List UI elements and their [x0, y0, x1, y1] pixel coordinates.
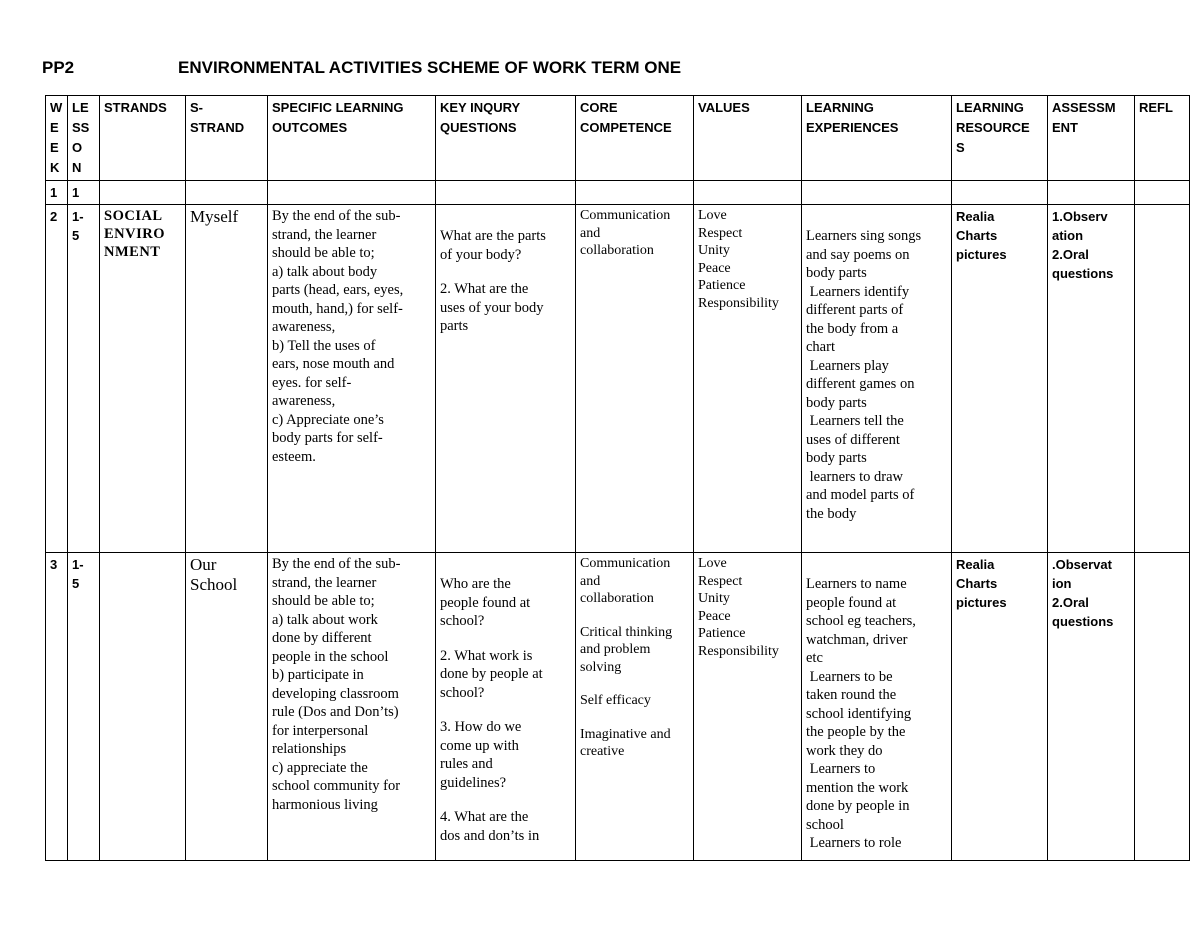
empty-cell — [952, 181, 1048, 205]
strand-cell: SOCIAL ENVIRO NMENT — [100, 205, 186, 553]
lesson-cell: 1- 5 — [68, 205, 100, 553]
competence-cell: Communication and collaboration Critical thinking and problem solving Self efficacy Imaginative and creative — [576, 553, 694, 861]
week-cell: 3 — [46, 553, 68, 861]
questions-cell: What are the parts of your body? 2. What are the uses of your body parts — [436, 205, 576, 553]
table-row — [46, 181, 1190, 205]
empty-cell — [1135, 181, 1190, 205]
resources-cell: Realia Charts pictures — [952, 553, 1048, 861]
header-assessment: ASSESSM ENT — [1048, 96, 1135, 181]
header-sub-strand: S- STRAND — [186, 96, 268, 181]
resources-cell: Realia Charts pictures — [952, 205, 1048, 553]
empty-cell — [802, 181, 952, 205]
sub-strand-cell: Myself — [186, 205, 268, 553]
empty-cell — [186, 181, 268, 205]
strand-cell — [100, 553, 186, 861]
assessment-cell: .Observat ion 2.Oral questions — [1048, 553, 1135, 861]
header-week: W E E K — [46, 96, 68, 181]
week-cell: 2 — [46, 205, 68, 553]
table-row — [46, 205, 1190, 553]
values-cell: Love Respect Unity Peace Patience Responsibility — [694, 553, 802, 861]
header-learning-experiences: LEARNING EXPERIENCES — [802, 96, 952, 181]
empty-cell — [268, 181, 436, 205]
header-learning-resources: LEARNING RESOURCE S — [952, 96, 1048, 181]
experiences-cell: Learners to name people found at school eg teachers, watchman, driver etc Learners to be taken round the school identifying the people by the work they do Learners to mention the work done by people in school Learners to role — [802, 553, 952, 861]
week-cell: 1 — [46, 181, 68, 205]
header-strands: STRANDS — [100, 96, 186, 181]
empty-cell — [1048, 181, 1135, 205]
table-header-row — [46, 96, 1190, 181]
grade-label: PP2 — [42, 58, 75, 77]
empty-cell — [576, 181, 694, 205]
header-core-competence: CORE COMPETENCE — [576, 96, 694, 181]
empty-cell — [694, 181, 802, 205]
outcomes-cell: By the end of the sub- strand, the learner should be able to; a) talk about body parts (head, ears, eyes, mouth, hand,) for self- awareness, b) Tell the uses of ears, nose mouth and eyes. for self- awareness, c) Appreciate one’s body parts for self- esteem. — [268, 205, 436, 553]
table-row — [46, 553, 1190, 861]
sub-strand-cell: Our School — [186, 553, 268, 861]
header-specific-outcomes: SPECIFIC LEARNING OUTCOMES — [268, 96, 436, 181]
values-cell: Love Respect Unity Peace Patience Responsibility — [694, 205, 802, 553]
questions-cell: Who are the people found at school? 2. What work is done by people at school? 3. How do we come up with rules and guidelines? 4. What are the dos and don’ts in — [436, 553, 576, 861]
header-reflection: REFL — [1135, 96, 1190, 181]
lesson-cell: 1- 5 — [68, 553, 100, 861]
header-values: VALUES — [694, 96, 802, 181]
scheme-of-work-table — [45, 95, 1190, 861]
header-key-inquiry: KEY INQURY QUESTIONS — [436, 96, 576, 181]
empty-cell — [100, 181, 186, 205]
empty-cell — [436, 181, 576, 205]
reflection-cell — [1135, 205, 1190, 553]
outcomes-cell: By the end of the sub- strand, the learner should be able to; a) talk about work done by different people in the school b) participate in developing classroom rule (Dos and Don’ts) for interpersonal relationships c) appreciate the school community for harmonious living — [268, 553, 436, 861]
assessment-cell: 1.Observ ation 2.Oral questions — [1048, 205, 1135, 553]
header-lesson: LE SS O N — [68, 96, 100, 181]
document-title: ENVIRONMENTAL ACTIVITIES SCHEME OF WORK TERM ONE — [178, 58, 682, 77]
lesson-cell: 1 — [68, 181, 100, 205]
reflection-cell — [1135, 553, 1190, 861]
experiences-cell: Learners sing songs and say poems on body parts Learners identify different parts of the body from a chart Learners play different games on body parts Learners tell the uses of different body parts learners to draw and model parts of the body — [802, 205, 952, 553]
competence-cell: Communication and collaboration — [576, 205, 694, 553]
